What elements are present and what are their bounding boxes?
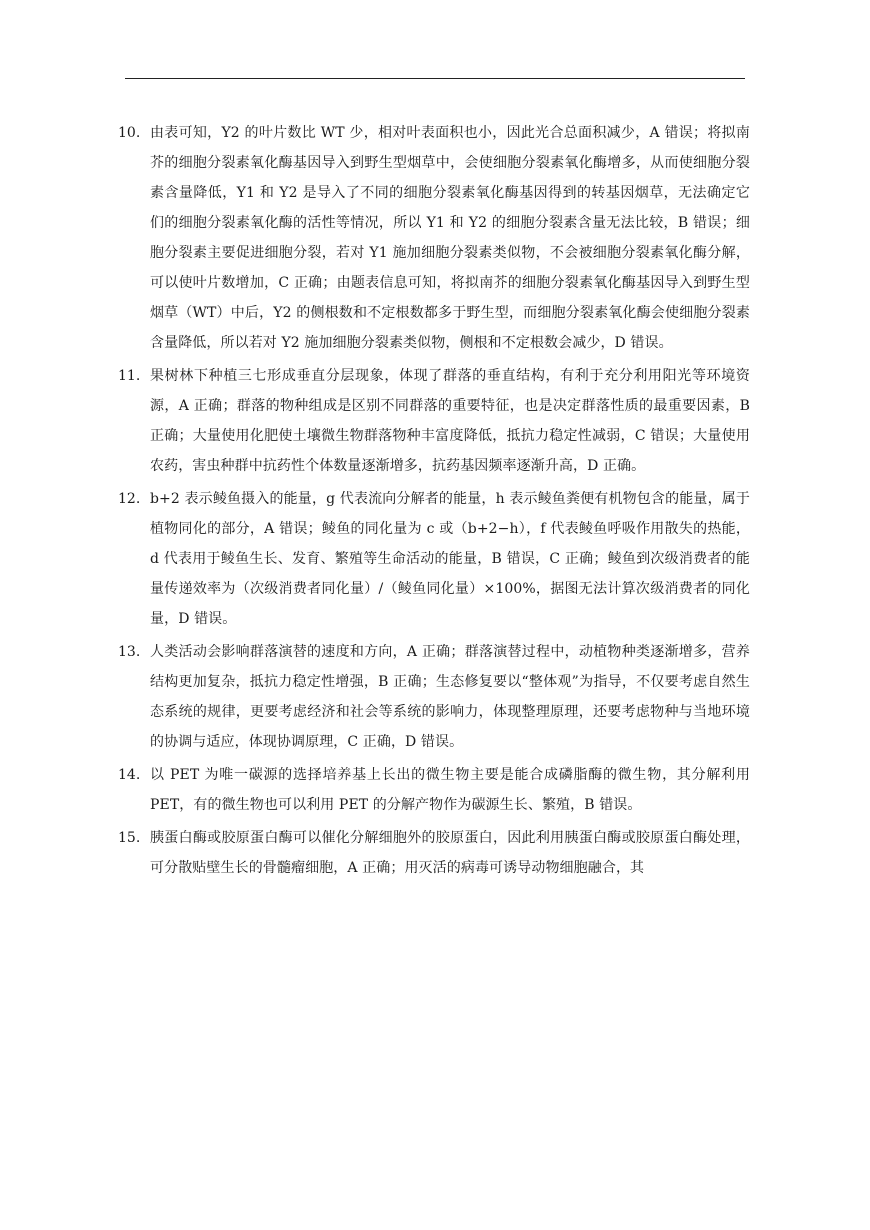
answer-item-14 — [118, 760, 750, 820]
answer-text: 果树林下种植三七形成垂直分层现象，体现了群落的垂直结构，有利于充分利用阳光等环境资源，A 正确；群落的物种组成是区别不同群落的重要特征，也是决定群落性质的最重要因素，B 正确；大量使用化肥使土壤微生物群落物种丰富度降低，抵抗力稳定性减弱，C 错误；大量使用农药，害虫种群中抗药性个体数量逐渐增多，抗药基因频率逐渐升高，D 正确。 — [150, 368, 750, 474]
answer-number: 14. — [118, 767, 141, 783]
answer-text: b+2 表示鲮鱼摄入的能量，g 代表流向分解者的能量，h 表示鲮鱼粪便有机物包含的能量，属于植物同化的部分，A 错误；鲮鱼的同化量为 c 或（b+2−h），f 代表鲮鱼呼吸作用散失的热能，d 代表用于鲮鱼生长、发育、繁殖等生命活动的能量，B 错误，C 正确；鲮鱼到次级消费者的能量传递效率为（次级消费者同化量）/（鲮鱼同化量）×100%，据图无法计算次级消费者的同化量，D 错误。 — [150, 491, 750, 627]
answer-number: 10. — [118, 125, 141, 141]
answer-item-15 — [118, 823, 750, 883]
answer-item-10 — [118, 118, 750, 358]
header-rule — [125, 78, 745, 79]
answer-item-13 — [118, 637, 750, 757]
answer-list — [118, 118, 750, 886]
answer-item-11 — [118, 361, 750, 481]
answer-text: 由表可知，Y2 的叶片数比 WT 少，相对叶表面积也小，因此光合总面积减少，A 错误；将拟南芥的细胞分裂素氧化酶基因导入到野生型烟草中，会使细胞分裂素氧化酶增多，从而使细胞分裂素含量降低，Y1 和 Y2 是导入了不同的细胞分裂素氧化酶基因得到的转基因烟草，无法确定它们的细胞分裂素氧化酶的活性等情况，所以 Y1 和 Y2 的细胞分裂素含量无法比较，B 错误；细胞分裂素主要促进细胞分裂，若对 Y1 施加细胞分裂素类似物，不会被细胞分裂素氧化酶分解，可以使叶片数增加，C 正确；由题表信息可知，将拟南芥的细胞分裂素氧化酶基因导入到野生型烟草（WT）中后，Y2 的侧根数和不定根数都多于野生型，而细胞分裂素氧化酶会使细胞分裂素含量降低，所以若对 Y2 施加细胞分裂素类似物，侧根和不定根数会减少，D 错误。 — [150, 125, 750, 351]
answer-number: 15. — [118, 830, 141, 846]
answer-text: 以 PET 为唯一碳源的选择培养基上长出的微生物主要是能合成磷脂酶的微生物，其分解利用 PET，有的微生物也可以利用 PET 的分解产物作为碳源生长、繁殖，B 错误。 — [150, 767, 750, 813]
answer-number: 12. — [118, 491, 141, 507]
answer-text: 胰蛋白酶或胶原蛋白酶可以催化分解细胞外的胶原蛋白，因此利用胰蛋白酶或胶原蛋白酶处理，可分散贴壁生长的骨髓瘤细胞，A 正确；用灭活的病毒可诱导动物细胞融合，其 — [150, 830, 750, 876]
answer-number: 11. — [118, 368, 141, 384]
answer-item-12 — [118, 484, 750, 634]
answer-number: 13. — [118, 644, 141, 660]
answer-text: 人类活动会影响群落演替的速度和方向，A 正确；群落演替过程中，动植物种类逐渐增多，营养结构更加复杂，抵抗力稳定性增强，B 正确；生态修复要以“整体观”为指导，不仅要考虑自然生态系统的规律，更要考虑经济和社会等系统的影响力，体现整理原理，还要考虑物种与当地环境的协调与适应，体现协调原理，C 正确，D 错误。 — [150, 644, 750, 750]
